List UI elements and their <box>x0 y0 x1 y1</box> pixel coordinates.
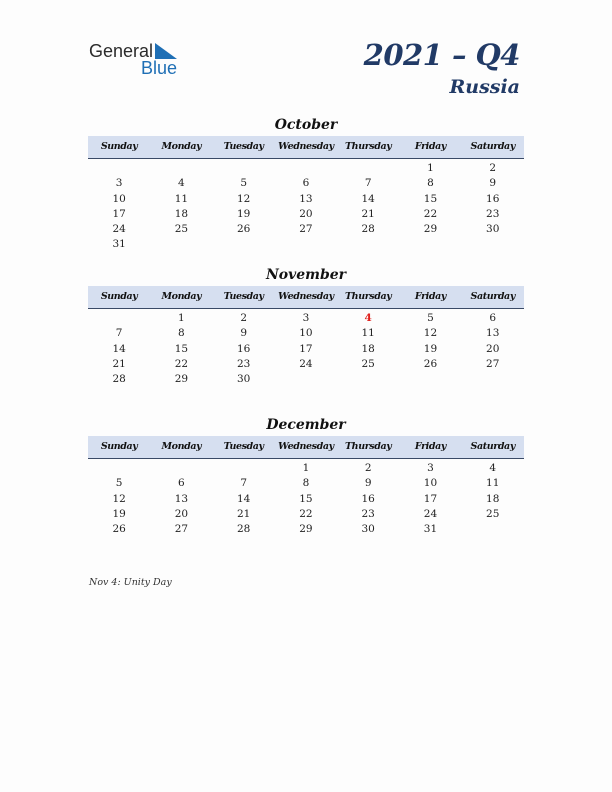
day-cell: 26 <box>112 523 126 536</box>
day-cell: 30 <box>361 523 375 536</box>
day-cell: 28 <box>361 223 375 236</box>
day-cell <box>399 372 461 387</box>
day-cell: 2 <box>489 162 497 174</box>
day-cell: 29 <box>299 523 313 536</box>
weeks-grid <box>88 311 524 387</box>
weekday-label: Saturday <box>470 141 515 152</box>
week-row <box>88 372 524 387</box>
weekday-label: Friday <box>414 291 447 302</box>
week-row <box>88 237 524 252</box>
week-row <box>88 461 524 476</box>
day-cell: 12 <box>112 492 126 505</box>
country-name: Russia <box>449 76 520 98</box>
day-cell: 20 <box>299 207 313 220</box>
day-cell: 9 <box>240 327 247 340</box>
day-cell: 27 <box>299 223 313 236</box>
day-cell: 4 <box>489 462 497 474</box>
weekday-label: Thursday <box>345 141 392 152</box>
logo-text-blue: Blue <box>141 58 178 78</box>
day-cell: 26 <box>236 223 251 236</box>
month-name: November <box>265 267 347 283</box>
day-cell: 22 <box>423 207 438 220</box>
day-cell: 15 <box>299 492 313 505</box>
day-cell <box>462 372 524 387</box>
day-cell <box>213 161 275 176</box>
day-cell: 20 <box>174 507 189 520</box>
week-row <box>88 207 524 222</box>
day-cell: 1 <box>427 162 434 174</box>
day-cell: 11 <box>174 192 189 205</box>
day-cell <box>150 461 212 476</box>
day-cell-holiday: 4 <box>364 312 372 324</box>
week-row <box>88 342 524 357</box>
day-cell: 24 <box>423 507 438 520</box>
day-cell: 12 <box>236 192 251 205</box>
day-cell: 1 <box>302 462 310 474</box>
day-cell: 30 <box>236 373 251 386</box>
day-cell: 1 <box>178 312 185 324</box>
weekday-label: Sunday <box>100 141 138 152</box>
day-cell: 16 <box>236 342 251 355</box>
weekday-label: Thursday <box>345 291 392 302</box>
day-cell: 4 <box>178 177 185 190</box>
weekday-label: Tuesday <box>223 291 264 302</box>
day-cell <box>462 237 524 252</box>
weekday-header <box>88 286 524 309</box>
day-cell: 27 <box>174 523 189 536</box>
day-cell: 14 <box>236 492 251 505</box>
day-cell: 13 <box>486 327 500 340</box>
week-row <box>88 492 524 507</box>
week-row <box>88 326 524 341</box>
day-cell: 17 <box>112 207 126 220</box>
weekday-label: Saturday <box>470 441 515 452</box>
day-cell: 8 <box>302 477 310 490</box>
day-cell: 26 <box>423 357 438 370</box>
day-cell: 16 <box>361 492 375 505</box>
weeks-grid <box>88 161 524 253</box>
weekday-label: Monday <box>161 441 202 452</box>
day-cell: 30 <box>486 223 500 236</box>
day-cell: 5 <box>427 312 434 324</box>
day-cell: 10 <box>112 192 126 205</box>
day-cell: 13 <box>299 192 313 205</box>
day-cell <box>213 237 275 252</box>
day-cell: 21 <box>112 357 126 370</box>
day-cell <box>275 237 337 252</box>
day-cell <box>337 161 399 176</box>
day-cell: 2 <box>240 312 247 324</box>
weekday-label: Friday <box>414 441 447 452</box>
week-row <box>88 311 524 326</box>
day-cell: 21 <box>361 207 375 220</box>
day-cell: 19 <box>236 207 251 220</box>
week-row <box>88 161 524 176</box>
weekday-label: Friday <box>414 141 447 152</box>
weekday-header <box>88 436 524 459</box>
day-cell: 16 <box>486 192 500 205</box>
weeks-grid <box>88 461 524 537</box>
day-cell: 9 <box>364 477 372 490</box>
day-cell: 29 <box>174 373 189 386</box>
week-row <box>88 522 524 537</box>
day-cell <box>213 461 275 476</box>
day-cell: 20 <box>486 342 500 355</box>
week-row <box>88 222 524 237</box>
day-cell: 22 <box>299 507 313 520</box>
month-name: December <box>266 417 346 433</box>
day-cell <box>88 161 150 176</box>
day-cell: 21 <box>236 507 251 520</box>
week-row <box>88 192 524 207</box>
day-cell: 11 <box>361 327 375 340</box>
day-cell: 18 <box>174 207 189 220</box>
day-cell: 23 <box>361 507 375 520</box>
day-cell: 24 <box>112 223 126 236</box>
day-cell: 8 <box>427 177 434 190</box>
day-cell: 28 <box>112 373 126 386</box>
logo-text-general: General <box>89 41 154 61</box>
day-cell: 15 <box>174 342 189 355</box>
weekday-label: Saturday <box>470 291 515 302</box>
day-cell: 31 <box>423 523 438 536</box>
day-cell <box>399 237 461 252</box>
day-cell: 14 <box>361 192 375 205</box>
weekday-label: Tuesday <box>223 141 264 152</box>
day-cell: 18 <box>361 342 375 355</box>
day-cell: 10 <box>423 477 438 490</box>
day-cell: 22 <box>174 357 189 370</box>
day-cell: 3 <box>115 177 123 190</box>
day-cell: 2 <box>364 462 372 474</box>
day-cell: 31 <box>112 238 126 251</box>
day-cell: 3 <box>427 462 434 474</box>
day-cell <box>150 237 212 252</box>
weekday-label: Wednesday <box>278 291 334 302</box>
week-row <box>88 476 524 491</box>
day-cell: 6 <box>489 312 497 324</box>
day-cell <box>275 161 337 176</box>
day-cell: 18 <box>486 492 500 505</box>
day-cell: 19 <box>423 342 438 355</box>
weekday-label: Sunday <box>100 441 138 452</box>
week-row <box>88 357 524 372</box>
day-cell: 28 <box>236 523 251 536</box>
day-cell <box>88 311 150 326</box>
day-cell: 7 <box>364 177 372 190</box>
weekday-label: Monday <box>161 141 202 152</box>
week-row <box>88 176 524 191</box>
day-cell: 23 <box>236 357 251 370</box>
weekday-label: Wednesday <box>278 141 334 152</box>
day-cell: 7 <box>240 477 247 490</box>
day-cell: 24 <box>299 357 313 370</box>
weekday-label: Thursday <box>345 441 392 452</box>
day-cell: 12 <box>423 327 438 340</box>
weekday-header <box>88 136 524 159</box>
day-cell <box>88 461 150 476</box>
day-cell: 10 <box>299 327 313 340</box>
day-cell: 6 <box>302 177 310 190</box>
day-cell: 23 <box>486 207 500 220</box>
day-cell: 25 <box>486 507 500 520</box>
day-cell <box>337 372 399 387</box>
day-cell: 15 <box>423 192 438 205</box>
day-cell: 14 <box>112 342 126 355</box>
day-cell: 3 <box>302 312 310 324</box>
day-cell <box>150 161 212 176</box>
weekday-label: Wednesday <box>278 441 334 452</box>
day-cell: 17 <box>299 342 313 355</box>
weekday-label: Monday <box>161 291 202 302</box>
day-cell: 13 <box>174 492 189 505</box>
month-name: October <box>274 117 338 133</box>
day-cell: 29 <box>423 223 438 236</box>
day-cell <box>337 237 399 252</box>
day-cell: 6 <box>178 477 185 490</box>
day-cell <box>462 522 524 537</box>
day-cell: 19 <box>112 507 126 520</box>
day-cell: 27 <box>486 357 500 370</box>
day-cell: 11 <box>486 477 500 490</box>
day-cell: 5 <box>240 177 247 190</box>
weekday-label: Sunday <box>100 291 138 302</box>
logo-flag-icon <box>155 43 177 59</box>
day-cell: 17 <box>423 492 438 505</box>
day-cell: 8 <box>178 327 185 340</box>
day-cell: 5 <box>115 477 123 490</box>
weekday-label: Tuesday <box>223 441 264 452</box>
logo <box>89 41 189 77</box>
holiday-note: Nov 4: Unity Day <box>89 577 172 588</box>
day-cell: 25 <box>361 357 375 370</box>
page-title: 2021 – Q4 <box>363 38 520 72</box>
week-row <box>88 507 524 522</box>
day-cell: 25 <box>174 223 189 236</box>
day-cell: 9 <box>489 177 497 190</box>
day-cell <box>275 372 337 387</box>
day-cell: 7 <box>115 327 123 340</box>
